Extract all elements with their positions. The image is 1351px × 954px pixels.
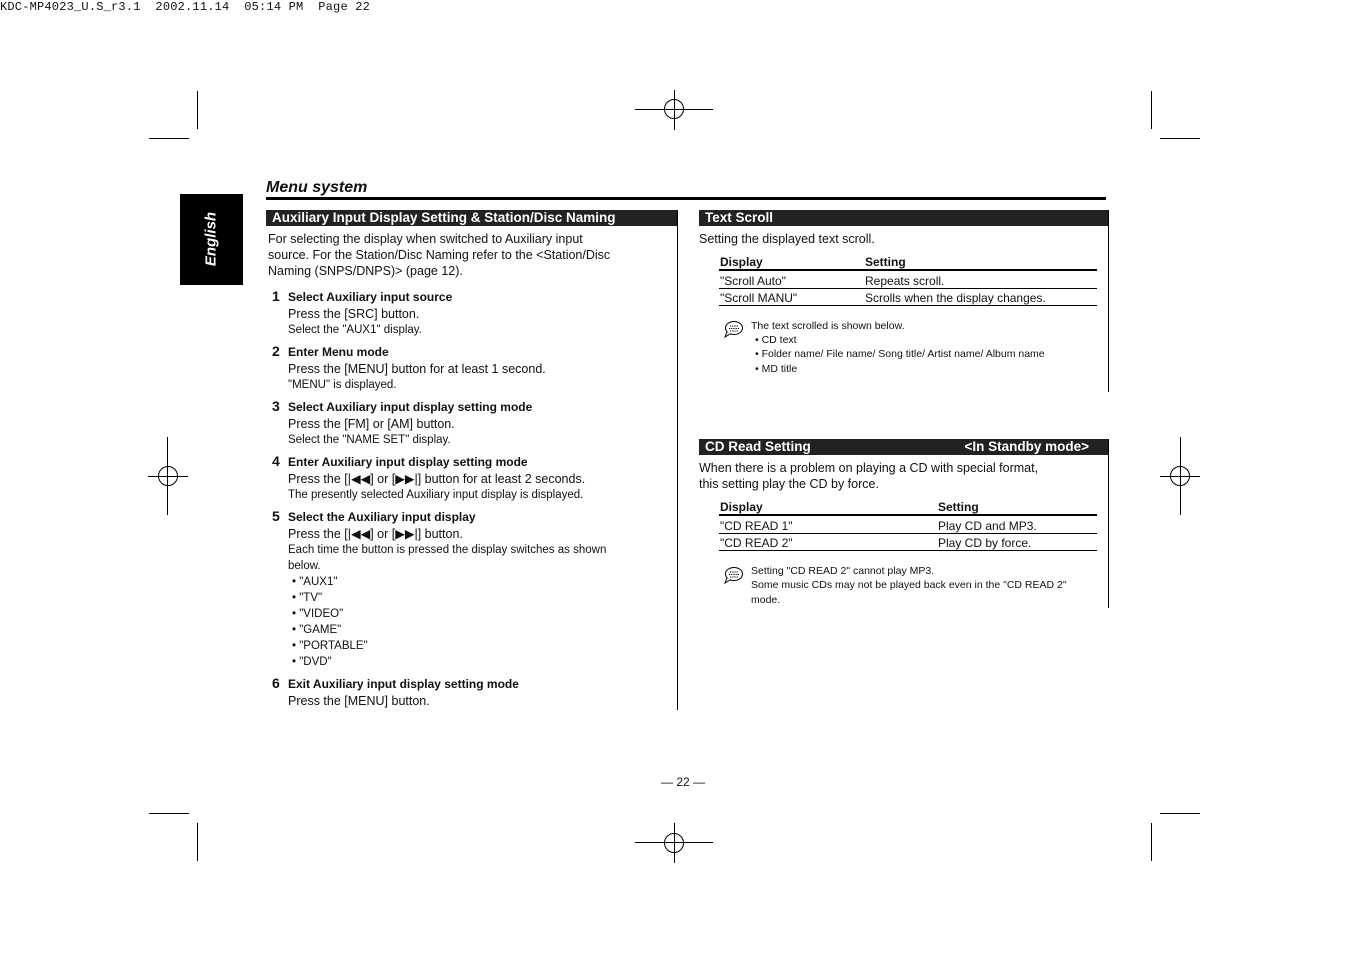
- column-divider: [1108, 210, 1109, 392]
- note-text: The text scrolled is shown below.: [751, 320, 905, 332]
- step-note: Select the "AUX1" display.: [288, 324, 422, 336]
- note-text: Some music CDs may not be played back even in the "CD READ 2": [751, 579, 1067, 591]
- display-option: • "VIDEO": [292, 608, 344, 620]
- column-divider: [1108, 439, 1109, 608]
- step-instruction: Press the [|◀◀] or [▶▶|] button for at least 2 seconds.: [288, 472, 586, 486]
- step-number: 2: [272, 343, 280, 359]
- page-number: — 22 —: [661, 775, 706, 789]
- section-header-text-scroll: Text Scroll: [699, 210, 1109, 226]
- section-title: CD Read Setting: [705, 439, 811, 454]
- language-tab: [180, 194, 243, 285]
- note-text: • CD text: [755, 334, 797, 346]
- note-text: • Folder name/ File name/ Song title/ Artist name/ Album name: [755, 348, 1045, 360]
- step-note: Select the "NAME SET" display.: [288, 434, 451, 446]
- page-title: Menu system: [266, 179, 368, 196]
- step-title: Exit Auxiliary input display setting mode: [288, 677, 519, 691]
- table-rule: [719, 514, 1097, 516]
- step-note: The presently selected Auxiliary input display is displayed.: [288, 489, 584, 501]
- table-cell: Play CD and MP3.: [938, 519, 1037, 533]
- section-intro: this setting play the CD by force.: [699, 477, 879, 491]
- table-rule: [719, 269, 1097, 271]
- table-rule: [719, 550, 1097, 551]
- section-intro: When there is a problem on playing a CD with special format,: [699, 461, 1039, 475]
- step-number: 6: [272, 675, 280, 691]
- table-cell: "CD READ 1": [720, 519, 793, 533]
- table-cell: Play CD by force.: [938, 536, 1032, 550]
- registration-mark: [635, 90, 713, 130]
- step-number: 3: [272, 398, 280, 414]
- note-text: mode.: [751, 594, 781, 606]
- display-option: • "GAME": [292, 624, 342, 636]
- step-instruction: Press the [SRC] button.: [288, 307, 420, 321]
- display-option: • "TV": [292, 592, 323, 604]
- table-cell: "Scroll MANU": [720, 291, 798, 305]
- step-title: Enter Auxiliary input display setting mode: [288, 455, 528, 469]
- step-note: "MENU" is displayed.: [288, 379, 397, 391]
- table-rule: [719, 533, 1097, 534]
- intro-line: Naming (SNPS/DNPS)> (page 12).: [268, 264, 463, 278]
- table-cell: Scrolls when the display changes.: [865, 291, 1046, 305]
- section-header-cd-read: [699, 439, 1109, 455]
- registration-mark: [635, 823, 713, 863]
- table-cell: "Scroll Auto": [720, 274, 786, 288]
- table-header-setting: Setting: [865, 255, 906, 269]
- step-instruction: Press the [MENU] button for at least 1 second.: [288, 362, 546, 376]
- intro-line: For selecting the display when switched to Auxiliary input: [268, 232, 583, 246]
- table-rule: [719, 288, 1097, 289]
- step-number: 1: [272, 288, 280, 304]
- step-number: 5: [272, 508, 280, 524]
- section-header-aux: Auxiliary Input Display Setting & Station/Disc Naming: [266, 210, 678, 226]
- table-cell: Repeats scroll.: [865, 274, 945, 288]
- step-title: Select Auxiliary input display setting mode: [288, 400, 533, 414]
- registration-mark: [1160, 437, 1200, 515]
- title-rule: [266, 197, 1106, 200]
- crop-mark: [197, 823, 198, 861]
- print-header: KDC-MP4023_U.S_r3.1 2002.11.14 05:14 PM Page 22: [0, 0, 371, 14]
- mode-label: <In Standby mode>: [964, 439, 1089, 454]
- step-instruction: Press the [MENU] button.: [288, 694, 430, 708]
- table-cell: "CD READ 2": [720, 536, 793, 550]
- step-title: Select Auxiliary input source: [288, 290, 453, 304]
- table-header-display: Display: [720, 255, 763, 269]
- step-instruction: Press the [|◀◀] or [▶▶|] button.: [288, 527, 463, 541]
- step-title: Enter Menu mode: [288, 345, 389, 359]
- registration-mark: [148, 437, 188, 515]
- step-note: below.: [288, 560, 321, 572]
- section-intro: Setting the displayed text scroll.: [699, 232, 875, 246]
- display-option: • "PORTABLE": [292, 640, 368, 652]
- step-number: 4: [272, 453, 280, 469]
- crop-mark: [1160, 138, 1200, 139]
- language-label: English: [202, 211, 220, 267]
- table-header-setting: Setting: [938, 500, 979, 514]
- note-text: Setting "CD READ 2" cannot play MP3.: [751, 565, 935, 577]
- step-note: Each time the button is pressed the display switches as shown: [288, 544, 607, 556]
- note-text: • MD title: [755, 363, 798, 375]
- intro-line: source. For the Station/Disc Naming refer to the <Station/Disc: [268, 248, 611, 262]
- crop-mark: [197, 91, 198, 129]
- crop-mark: [149, 813, 189, 814]
- display-option: • "DVD": [292, 656, 332, 668]
- step-instruction: Press the [FM] or [AM] button.: [288, 417, 455, 431]
- step-title: Select the Auxiliary input display: [288, 510, 476, 524]
- crop-mark: [149, 138, 189, 139]
- table-rule: [719, 305, 1097, 306]
- crop-mark: [1151, 91, 1152, 129]
- column-divider: [677, 210, 678, 710]
- crop-mark: [1160, 813, 1200, 814]
- note-icon: [723, 320, 743, 338]
- note-icon: [723, 566, 743, 584]
- table-header-display: Display: [720, 500, 763, 514]
- display-option: • "AUX1": [292, 576, 338, 588]
- crop-mark: [1151, 823, 1152, 861]
